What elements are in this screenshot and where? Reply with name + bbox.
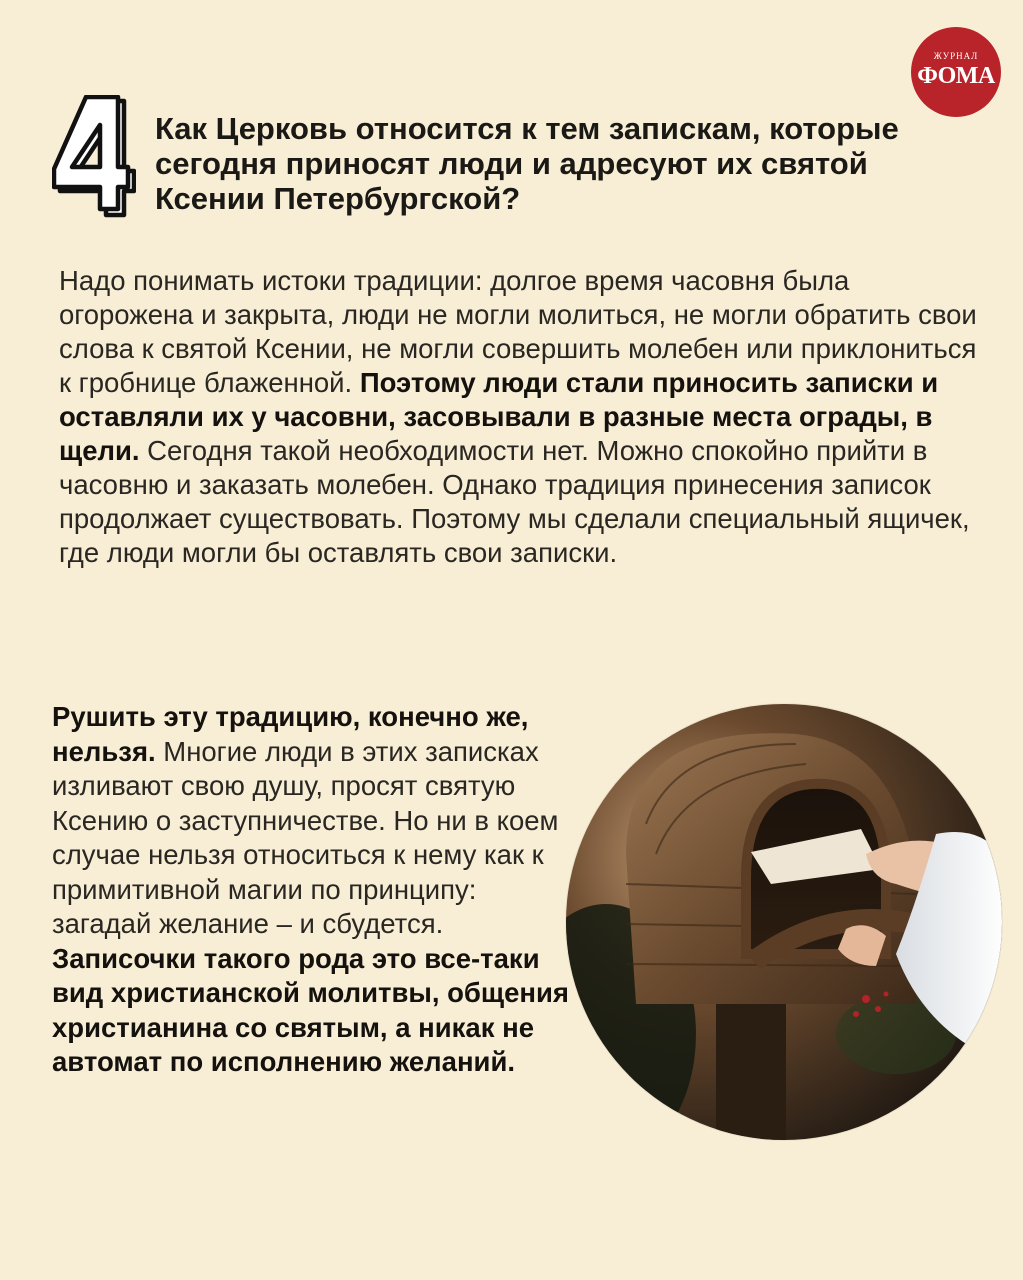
answer-paragraph-1: [59, 264, 979, 570]
mailbox-illustration: [566, 704, 1002, 1140]
answer-paragraph-2: [52, 700, 572, 1080]
paragraph2-bold-c: Записочки такого рода это все-таки вид христианской молитвы, общения христианина со святым, а никак не автомат по исполнению желаний.: [52, 942, 569, 1077]
foma-logo: [911, 27, 1001, 117]
paragraph1-text-c: Сегодня такой необходимости нет. Можно спокойно прийти в часовню и заказать молебен. Однако традиция принесения записок продолжает существовать. Поэтому мы сделали специальный ящичек, где люди могли бы оставлять свои записки.: [59, 435, 970, 568]
paragraph2-bold-a: Рушить эту традицию, конечно же, нельзя.: [52, 701, 529, 767]
number-four-icon: [52, 95, 136, 221]
paragraph2-text-b: Многие люди в этих записках изливают свою душу, просят святую Ксению о заступничестве. Но ни в коем случае нельзя относиться к нему как к примитивной магии по принципу: загадай желание – и сбудется.: [52, 735, 559, 939]
question-heading: Как Церковь относится к тем запискам, которые сегодня приносят люди и адресуют их святой Ксении Петербургской?: [155, 111, 899, 216]
wooden-mailbox-photo: [566, 704, 1002, 1140]
logo-name: ФОМА: [917, 63, 995, 89]
paragraph1-text-a: Надо понимать истоки традиции: долгое время часовня была огорожена и закрыта, люди не могли молиться, не могли обратить свои слова к святой Ксении, не могли совершить молебен или приклониться к гробнице блаженной.: [59, 265, 977, 398]
paragraph1-bold: Поэтому люди стали приносить записки и оставляли их у часовни, засовывали в разные места ограды, в щели.: [59, 367, 939, 466]
logo-top-text: ЖУРНАЛ: [933, 51, 979, 61]
